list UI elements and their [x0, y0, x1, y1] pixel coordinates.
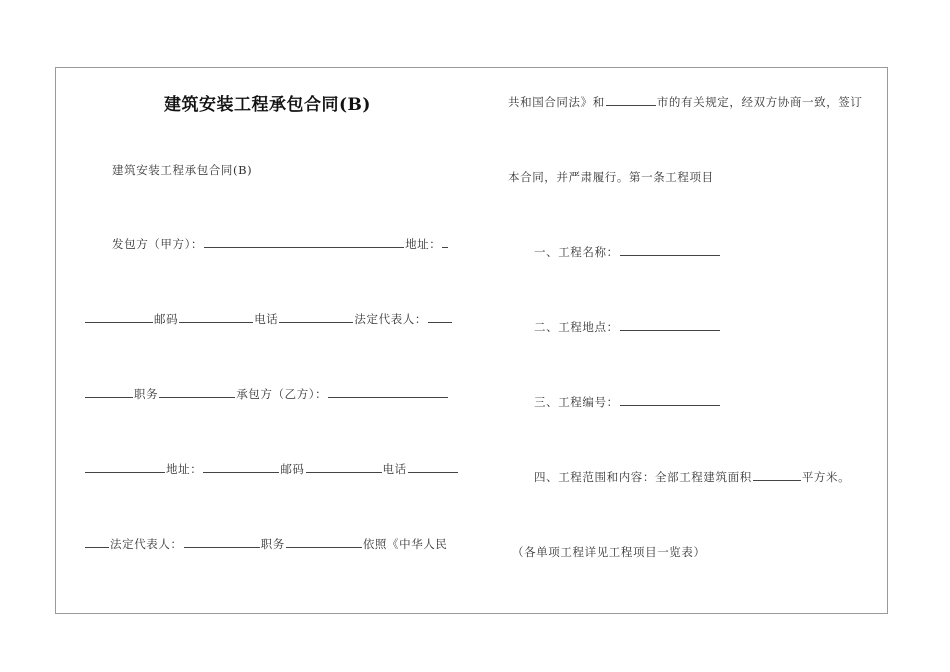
- legal-rep-blank-cont: [85, 396, 133, 398]
- party-b-label: 承包方（乙方）：: [236, 387, 328, 401]
- address-blank-cont: [85, 321, 153, 323]
- law-text-b: 市的有关规定，经双方协商一致，签订: [656, 95, 863, 109]
- sign-text: 本合同，并严肃履行。第一条工程项目: [508, 170, 714, 184]
- project-location-blank: [620, 329, 720, 331]
- address-label: 地址：: [405, 237, 442, 251]
- party-b-blank-cont: [85, 471, 165, 473]
- project-scope-unit: 平方米。: [801, 470, 851, 484]
- party-a-line: [112, 236, 449, 252]
- postcode-label-2: 邮码: [280, 462, 305, 476]
- right-column: [508, 68, 888, 613]
- phone-blank-2-cont: [85, 546, 109, 548]
- position-blank-2: [286, 546, 362, 548]
- party-a-label: 发包方（甲方）：: [112, 237, 204, 251]
- party-b-line: [84, 386, 449, 402]
- project-number-label: 三、工程编号：: [534, 395, 619, 409]
- subtitle-line: [112, 162, 252, 178]
- legal-rep-blank: [428, 321, 452, 323]
- contact-line-a: [84, 311, 453, 327]
- project-number-blank: [620, 404, 720, 406]
- postcode-blank: [179, 321, 253, 323]
- legal-rep-blank-2: [184, 546, 260, 548]
- postcode-blank-2: [306, 471, 382, 473]
- phone-blank: [279, 321, 353, 323]
- sign-line: [508, 169, 714, 185]
- project-number-line: [534, 394, 721, 410]
- city-blank: [606, 104, 656, 106]
- party-b-blank: [328, 396, 448, 398]
- legal-rep-label: 法定代表人：: [354, 312, 428, 326]
- project-location-line: [534, 319, 721, 335]
- legal-rep-line-b: [84, 536, 448, 552]
- subtitle-text: 建筑安装工程承包合同(B): [112, 163, 253, 177]
- phone-label-2: 电话: [382, 462, 407, 476]
- position-label: 职务: [134, 387, 159, 401]
- address-blank: [442, 246, 448, 248]
- contact-line-b: [84, 461, 459, 477]
- address-label-2: 地址：: [166, 462, 203, 476]
- according-text: 依照《中华人民: [362, 537, 448, 551]
- phone-blank-2: [408, 471, 458, 473]
- project-location-label: 二、工程地点：: [534, 320, 619, 334]
- document-page: [55, 67, 888, 614]
- area-blank: [753, 479, 801, 481]
- document-title: 建筑安装工程承包合同(B): [164, 95, 371, 115]
- postcode-label: 邮码: [154, 312, 179, 326]
- legal-rep-label-2: 法定代表人：: [110, 537, 183, 551]
- project-scope-line: [534, 469, 850, 485]
- law-text-a: 共和国合同法》和: [508, 95, 605, 109]
- project-name-line: [534, 244, 721, 260]
- project-name-blank: [620, 254, 720, 256]
- position-blank: [159, 396, 235, 398]
- law-line: [508, 94, 863, 110]
- project-scope-label: 四、工程范围和内容：全部工程建筑面积: [534, 470, 752, 484]
- project-note-line: [512, 544, 706, 560]
- phone-label: 电话: [254, 312, 279, 326]
- position-label-2: 职务: [260, 537, 285, 551]
- address-blank-2: [203, 471, 279, 473]
- project-name-label: 一、工程名称：: [534, 245, 619, 259]
- party-a-blank: [204, 246, 404, 248]
- left-column: [84, 68, 464, 613]
- project-note: （各单项工程详见工程项目一览表）: [512, 545, 706, 559]
